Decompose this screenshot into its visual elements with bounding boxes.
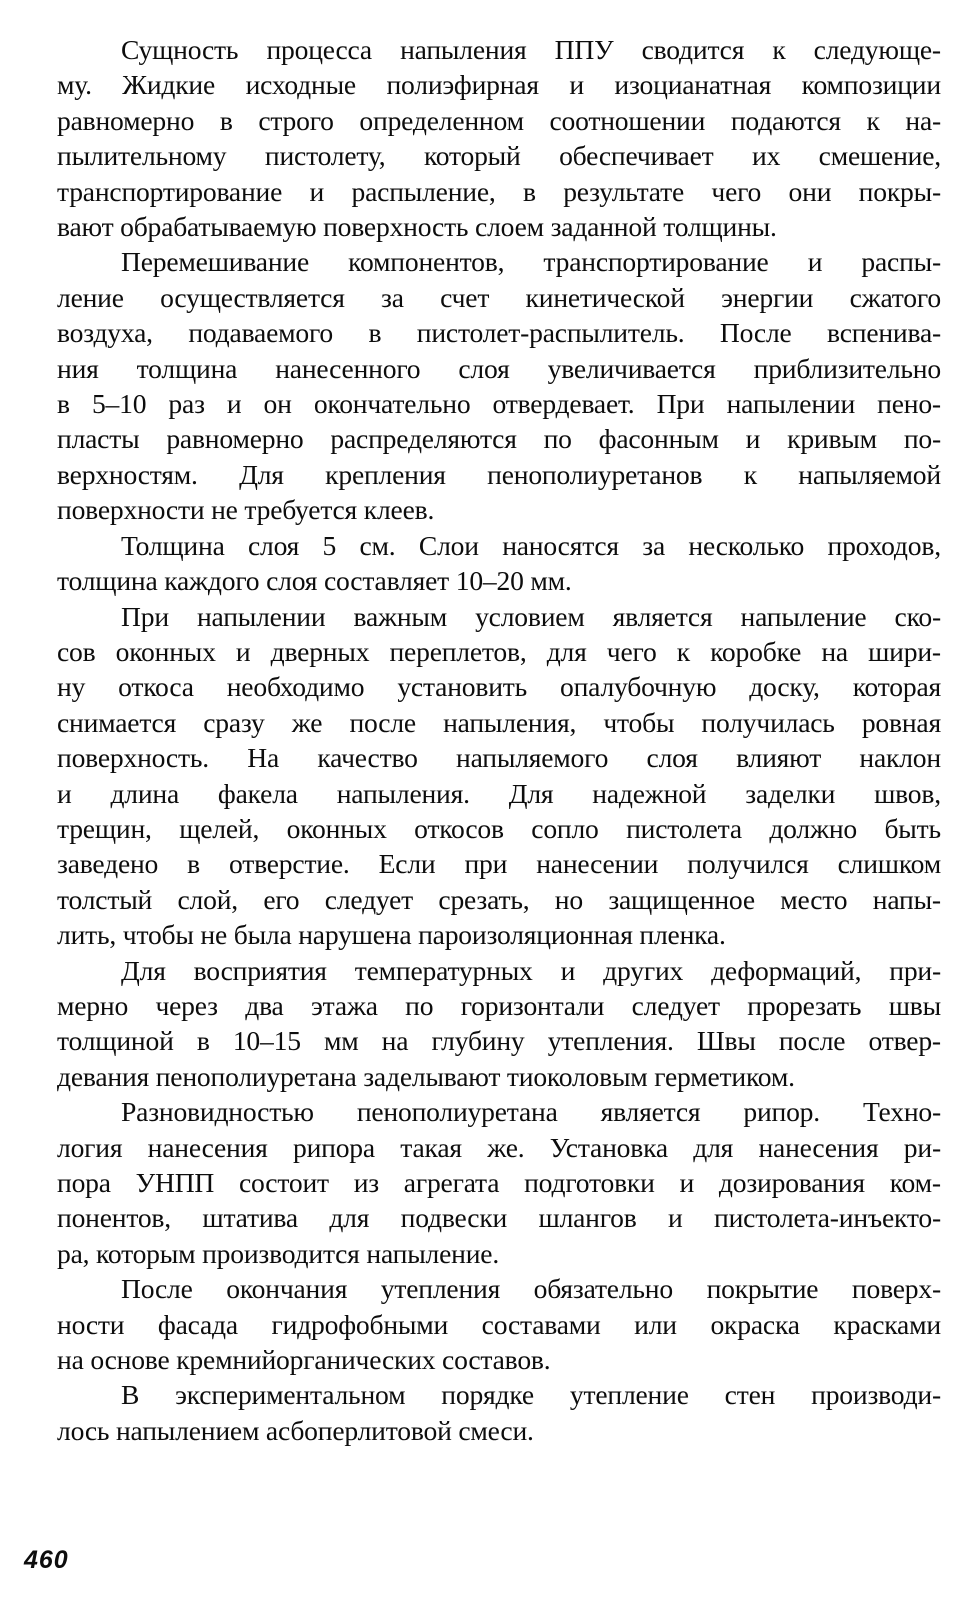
- text-line: сов оконных и дверных переплетов, для чего к коробке на шири-: [57, 635, 941, 667]
- text-line: лить, чтобы не была нарушена пароизоляционная пленка.: [57, 919, 726, 951]
- text-line: му. Жидкие исходные полиэфирная и изоцианатная композиции: [57, 69, 941, 101]
- paragraph-7: [57, 1271, 941, 1377]
- text-line: пылительному пистолету, который обеспечивает их смешение,: [57, 140, 941, 172]
- text-line: толщина каждого слоя составляет 10–20 мм.: [57, 565, 572, 597]
- text-line: Для восприятия температурных и других деформаций, при-: [121, 954, 941, 986]
- page-body: [57, 32, 941, 1448]
- text-line: ности фасада гидрофобными составами или окраска красками: [57, 1308, 941, 1340]
- paragraph-8: [57, 1377, 941, 1448]
- text-line: Разновидностью пенополиуретана является рипор. Техно-: [121, 1096, 941, 1128]
- text-line: пора УНПП состоит из агрегата подготовки и дозирования ком-: [57, 1167, 941, 1198]
- text-line: ление осуществляется за счет кинетической энергии сжатого: [57, 281, 941, 313]
- text-line: снимается сразу же после напыления, чтобы получилась ровная: [57, 706, 941, 738]
- text-line: понентов, штатива для подвески шлангов и пистолета-инъекто-: [57, 1202, 941, 1234]
- text-line: трещин, щелей, оконных откосов сопло пистолета должно быть: [57, 812, 941, 844]
- text-line: верхностям. Для крепления пенополиуретанов к напыляемой: [57, 458, 941, 490]
- paragraph-2: [57, 244, 941, 527]
- text-line: заведено в отверстие. Если при нанесении получился слишком: [57, 848, 941, 880]
- text-line: и длина факела напыления. Для надежной заделки швов,: [57, 777, 941, 809]
- text-line: Толщина слоя 5 см. Слои наносятся за несколько проходов,: [121, 529, 941, 561]
- text-line: логия нанесения рипора такая же. Установка для нанесения ри-: [57, 1131, 941, 1163]
- text-line: поверхность. На качество напыляемого слоя влияют наклон: [57, 742, 941, 774]
- text-line: вают обрабатываемую поверхность слоем заданной толщины.: [57, 211, 777, 243]
- text-line: пласты равномерно распределяются по фасонным и кривым по-: [57, 423, 941, 455]
- text-line: Сущность процесса напыления ППУ сводится к следующе-: [121, 34, 941, 65]
- paragraph-6: [57, 1094, 941, 1271]
- text-line: транспортирование и распыление, в результате чего они покры-: [57, 175, 941, 207]
- text-line: Перемешивание компонентов, транспортирование и распы-: [121, 246, 941, 278]
- text-line: лось напылением асбоперлитовой смеси.: [57, 1414, 534, 1446]
- text-line: поверхности не требуется клеев.: [57, 494, 435, 526]
- page-number: 460: [24, 1546, 69, 1574]
- text-line: ния толщина нанесенного слоя увеличивается приблизительно: [57, 352, 941, 384]
- text-line: воздуха, подаваемого в пистолет-распылитель. После вспенива-: [57, 317, 941, 349]
- text-line: равномерно в строго определенном соотношении подаются к на-: [57, 104, 941, 136]
- text-line: толщиной в 10–15 мм на глубину утепления. Швы после отвер-: [57, 1025, 941, 1057]
- paragraph-1: [57, 32, 941, 244]
- text-line: толстый слой, его следует срезать, но защищенное место напы-: [57, 883, 941, 915]
- text-line: После окончания утепления обязательно покрытие поверх-: [121, 1273, 941, 1305]
- text-line: В экспериментальном порядке утепление стен производи-: [121, 1379, 941, 1411]
- text-line: мерно через два этажа по горизонтали следует прорезать швы: [57, 989, 941, 1021]
- text-line: ра, которым производится напыление.: [57, 1237, 500, 1269]
- paragraph-3: [57, 528, 941, 599]
- text-line: на основе кремнийорганических составов.: [57, 1344, 551, 1376]
- text-line: в 5–10 раз и он окончательно отвердевает. При напылении пено-: [57, 388, 941, 420]
- text-line: При напылении важным условием является напыление ско-: [121, 600, 941, 632]
- paragraph-5: [57, 953, 941, 1095]
- text-line: девания пенополиуретана заделывают тиоколовым герметиком.: [57, 1060, 795, 1092]
- text-line: ну откоса необходимо установить опалубочную доску, которая: [57, 671, 941, 703]
- paragraph-4: [57, 599, 941, 953]
